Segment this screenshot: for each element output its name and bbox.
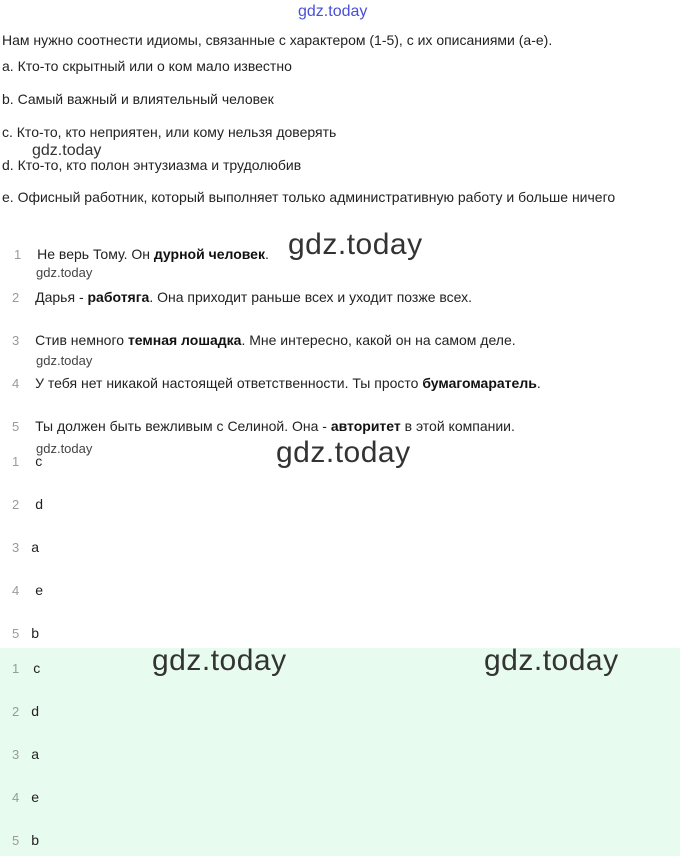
answer-row: [12, 660, 40, 676]
idiom: темная лошадка: [127, 332, 242, 348]
idiom: дурной человек: [153, 246, 265, 262]
answer-number: 2: [12, 497, 20, 512]
answer-row: [12, 789, 39, 805]
answer-letter: c: [35, 453, 43, 469]
answer-number: 4: [12, 583, 20, 598]
watermark: gdz.today: [36, 441, 93, 456]
sentence-number: 5: [12, 419, 20, 434]
answer-letter: e: [31, 789, 40, 805]
watermark: gdz.today: [276, 436, 411, 469]
answer-letter: d: [31, 703, 40, 719]
sentence-row: [12, 418, 515, 434]
sentence-text: У тебя нет никакой настоящей ответственности. Ты просто бумагомаратель.: [35, 375, 541, 391]
watermark: gdz.today: [288, 228, 423, 261]
answer-row: [12, 703, 39, 719]
sentence-number: 1: [14, 247, 22, 262]
sentence-number: 4: [12, 376, 20, 391]
answer-row: [12, 539, 39, 555]
sentence-text: Дарья - работяга. Она приходит раньше всех и уходит позже всех.: [35, 289, 473, 305]
sentence-row: [12, 375, 541, 391]
answer-number: 3: [12, 747, 20, 762]
instruction-text: Нам нужно соотнести идиомы, связанные с характером (1-5), с их описаниями (a-e).: [2, 32, 553, 48]
sentence-text: Не верь Тому. Он дурной человек.: [37, 246, 269, 262]
answer-letter: c: [33, 660, 41, 676]
description-a: a. Кто-то скрытный или о ком мало известно: [2, 58, 292, 74]
answer-number: 3: [12, 540, 20, 555]
idiom: авторитет: [330, 418, 401, 434]
site-title[interactable]: gdz.today: [298, 3, 368, 20]
description-b: b. Самый важный и влиятельный человек: [2, 91, 274, 107]
sentence-number: 3: [12, 333, 20, 348]
answer-number: 1: [12, 661, 20, 676]
answer-number: 4: [12, 790, 20, 805]
answer-number: 5: [12, 626, 20, 641]
answer-letter: e: [35, 582, 44, 598]
sentence-text: Ты должен быть вежливым с Селиной. Она - авторитет в этой компании.: [35, 418, 515, 434]
watermark: gdz.today: [484, 644, 619, 677]
answer-letter: a: [31, 539, 40, 555]
answer-row: [12, 832, 39, 848]
description-d: d. Кто-то, кто полон энтузиазма и трудолюбив: [2, 157, 302, 173]
answer-number: 1: [12, 454, 20, 469]
answer-letter: d: [35, 496, 44, 512]
sentence-number: 2: [12, 290, 20, 305]
watermark: gdz.today: [32, 142, 102, 159]
description-c: c. Кто-то, кто неприятен, или кому нельзя доверять: [2, 124, 337, 140]
answer-block: [0, 648, 680, 856]
idiom: бумагомаратель: [422, 375, 537, 391]
sentence-row: [12, 289, 472, 305]
watermark: gdz.today: [36, 265, 93, 280]
answer-row: [12, 496, 43, 512]
answer-row: [12, 453, 42, 469]
watermark: gdz.today: [152, 644, 287, 677]
answer-letter: b: [31, 625, 40, 641]
idiom: работяга: [87, 289, 150, 305]
answer-number: 5: [12, 833, 20, 848]
answer-number: 2: [12, 704, 20, 719]
sentence-row: [12, 332, 516, 348]
answer-row: [12, 582, 43, 598]
sentence-text: Стив немного темная лошадка. Мне интересно, какой он на самом деле.: [35, 332, 516, 348]
description-e: e. Офисный работник, который выполняет только административную работу и больше ничего: [2, 189, 616, 205]
answer-letter: b: [31, 832, 40, 848]
answer-row: [12, 625, 39, 641]
answer-letter: a: [31, 746, 40, 762]
sentence-row: [14, 246, 269, 262]
answer-row: [12, 746, 39, 762]
watermark: gdz.today: [36, 353, 93, 368]
